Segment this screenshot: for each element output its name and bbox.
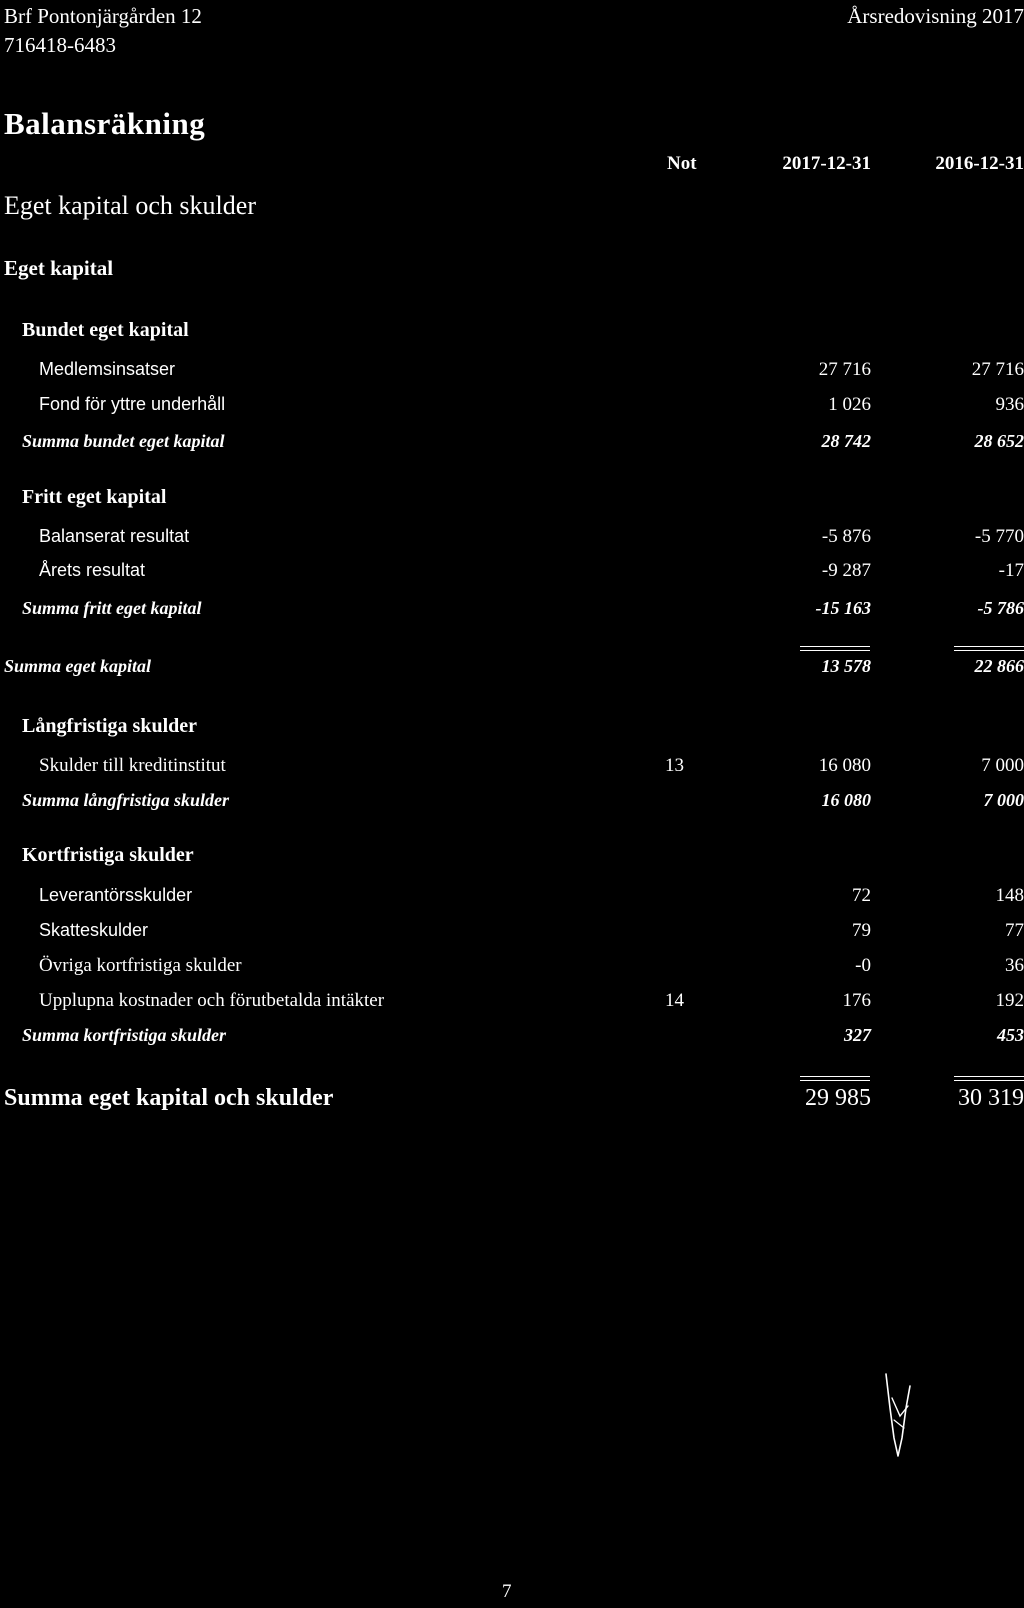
row-current: -5 876 xyxy=(821,526,871,547)
sum-current: 28 742 xyxy=(821,431,871,451)
sum-label: Summa fritt eget kapital xyxy=(22,598,202,618)
section-heading: Eget kapital och skulder xyxy=(4,191,256,220)
org-number: 716418-6483 xyxy=(4,33,116,57)
column-header-previous: 2016-12-31 xyxy=(935,153,1024,174)
double-rule xyxy=(954,1080,1024,1081)
row-label: Skulder till kreditinstitut xyxy=(39,755,226,776)
row-label: Fond för yttre underhåll xyxy=(39,394,226,414)
sum-label: Summa långfristiga skulder xyxy=(22,790,230,810)
row-label: Balanserat resultat xyxy=(39,526,190,546)
row-previous: 27 716 xyxy=(971,359,1024,380)
row-current: 16 080 xyxy=(818,755,871,776)
double-rule xyxy=(954,1076,1024,1077)
sum-previous: 28 652 xyxy=(974,431,1024,451)
org-name: Brf Pontonjärgården 12 xyxy=(4,4,202,28)
row-note: 13 xyxy=(665,755,684,776)
column-header-current: 2017-12-31 xyxy=(782,153,871,174)
row-previous: 192 xyxy=(995,990,1024,1011)
row-previous: 36 xyxy=(1005,955,1024,976)
double-rule xyxy=(954,646,1024,647)
column-header-note: Not xyxy=(667,153,697,174)
row-previous: 148 xyxy=(995,885,1024,906)
double-rule xyxy=(800,646,870,647)
grand-total-current: 29 985 xyxy=(805,1085,871,1111)
free-equity-heading: Fritt eget kapital xyxy=(22,486,167,508)
sum-previous: -5 786 xyxy=(977,598,1024,618)
row-note: 14 xyxy=(665,990,684,1011)
sum-current: 13 578 xyxy=(821,656,871,676)
sum-current: 16 080 xyxy=(821,790,871,810)
row-current: -9 287 xyxy=(821,560,871,581)
sum-label: Summa kortfristiga skulder xyxy=(22,1025,227,1045)
bound-equity-heading: Bundet eget kapital xyxy=(22,319,189,341)
page-title: Balansräkning xyxy=(4,106,206,141)
row-current: 72 xyxy=(852,885,871,906)
row-previous: 7 000 xyxy=(981,755,1024,776)
equity-heading: Eget kapital xyxy=(4,256,114,280)
sum-previous: 453 xyxy=(997,1025,1024,1045)
page-number: 7 xyxy=(502,1581,512,1602)
row-current: 1 026 xyxy=(828,394,871,415)
row-previous: 77 xyxy=(1005,920,1024,941)
row-current: 27 716 xyxy=(818,359,871,380)
signature-initials xyxy=(880,1368,920,1463)
report-title: Årsredovisning 2017 xyxy=(847,4,1024,28)
sum-label: Summa bundet eget kapital xyxy=(22,431,225,451)
short-term-heading: Kortfristiga skulder xyxy=(22,844,194,866)
sum-label: Summa eget kapital xyxy=(4,656,152,676)
row-current: 176 xyxy=(842,990,871,1011)
grand-total-label: Summa eget kapital och skulder xyxy=(4,1085,334,1111)
double-rule xyxy=(800,1076,870,1077)
sum-previous: 7 000 xyxy=(983,790,1024,810)
row-previous: -17 xyxy=(998,560,1024,581)
sum-previous: 22 866 xyxy=(974,656,1024,676)
row-label: Leverantörsskulder xyxy=(39,885,193,905)
row-previous: 936 xyxy=(995,394,1024,415)
grand-total-previous: 30 319 xyxy=(958,1085,1024,1111)
double-rule xyxy=(800,650,870,651)
row-label: Övriga kortfristiga skulder xyxy=(39,955,242,976)
long-term-heading: Långfristiga skulder xyxy=(22,715,198,737)
row-label: Årets resultat xyxy=(39,560,146,580)
double-rule xyxy=(954,650,1024,651)
row-label: Medlemsinsatser xyxy=(39,359,176,379)
row-previous: -5 770 xyxy=(974,526,1024,547)
row-current: 79 xyxy=(852,920,871,941)
row-label: Upplupna kostnader och förutbetalda intäkter xyxy=(39,990,385,1011)
row-current: -0 xyxy=(855,955,871,976)
row-label: Skatteskulder xyxy=(39,920,149,940)
double-rule xyxy=(800,1080,870,1081)
sum-current: 327 xyxy=(844,1025,871,1045)
sum-current: -15 163 xyxy=(815,598,871,618)
